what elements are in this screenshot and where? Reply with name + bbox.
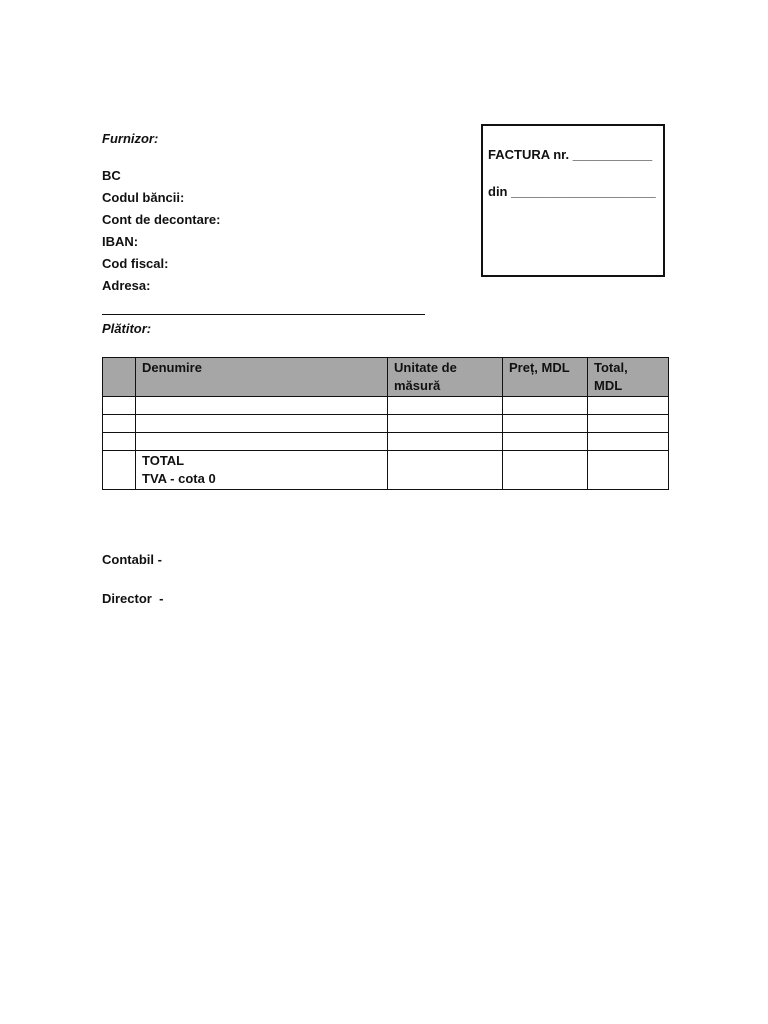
vat-label: TVA - cota 0 bbox=[142, 471, 216, 486]
invoice-box bbox=[481, 124, 665, 277]
total-cell bbox=[136, 451, 388, 490]
field-settlement-account: Cont de decontare: bbox=[102, 212, 221, 227]
payer-heading: Plătitor: bbox=[102, 321, 152, 336]
table-row bbox=[103, 433, 669, 451]
total-label: TOTAL bbox=[142, 453, 185, 468]
field-bc: BC bbox=[102, 168, 121, 183]
header-price: Preț, MDL bbox=[503, 358, 588, 397]
field-address: Adresa: bbox=[102, 278, 151, 293]
director-signature: Director - bbox=[102, 591, 164, 606]
invoice-number-line: FACTURA nr. ___________ bbox=[488, 147, 653, 162]
table-row bbox=[103, 397, 669, 415]
header-name: Denumire bbox=[136, 358, 388, 397]
field-bank-code: Codul băncii: bbox=[102, 190, 185, 205]
header-total: Total, MDL bbox=[588, 358, 669, 397]
supplier-heading: Furnizor: bbox=[102, 131, 159, 146]
header-unit: Unitate de măsură bbox=[388, 358, 503, 397]
table-row bbox=[103, 415, 669, 433]
field-fiscal-code: Cod fiscal: bbox=[102, 256, 169, 271]
field-iban: IBAN: bbox=[102, 234, 139, 249]
items-table bbox=[102, 357, 669, 490]
accountant-signature: Contabil - bbox=[102, 552, 162, 567]
invoice-date-line: din ____________________ bbox=[488, 184, 656, 199]
address-underline bbox=[102, 314, 425, 315]
total-row bbox=[103, 451, 669, 490]
table-header-row bbox=[103, 358, 669, 397]
header-index bbox=[103, 358, 136, 397]
